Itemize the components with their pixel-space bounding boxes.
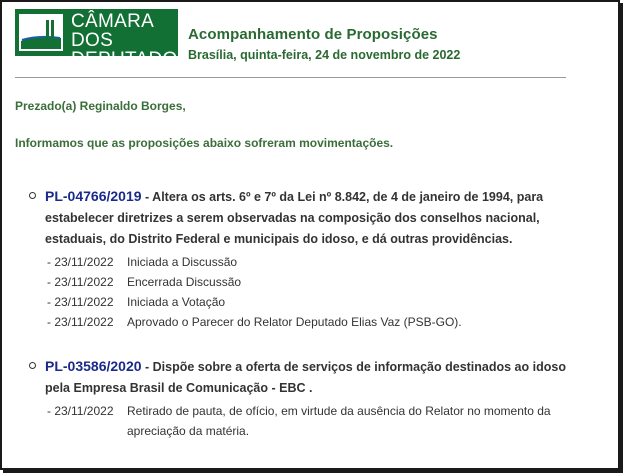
proposition-heading [45,186,589,250]
movement-item [47,401,589,441]
movement-item [47,312,589,332]
header-date: Brasília, quinta-feira, 24 de novembro de 2022 [188,48,461,62]
movement-description: Encerrada Discussão [127,275,242,289]
movement-list [47,401,589,441]
movement-item [47,272,589,292]
header-divider [15,77,566,78]
movement-description: Iniciada a Discussão [127,255,238,269]
logo-line-1: CÂMARA DOS [71,11,154,51]
movement-description: Retirado de pauta, de ofício, em virtude da ausência do Relator no momento da apreciação da matéria. [127,404,551,438]
movement-date: - 23/11/2022 [47,404,114,418]
proposition-link[interactable]: PL-04766/2019 [45,188,142,204]
movement-item [47,292,589,312]
movement-date: - 23/11/2022 [47,255,114,269]
greeting-text: Prezado(a) Reginaldo Borges, [15,99,186,113]
movement-item [47,252,589,272]
proposition-link[interactable]: PL-03586/2020 [45,358,142,374]
movement-description: Iniciada a Votação [127,295,226,309]
logo-text [71,12,191,69]
proposition-heading [45,356,589,399]
movement-description: Aprovado o Parecer do Relator Deputado Elias Vaz (PSB-GO). [127,315,462,329]
proposition-summary: - Dispõe sobre a oferta de serviços de informação destinados ao idoso pela Empresa Brasil de Comunicação - EBC . [45,360,566,395]
movement-date: - 23/11/2022 [47,315,114,329]
congress-building-icon [19,14,63,51]
bullet-icon [29,362,36,369]
proposition-item [29,186,589,332]
proposition-item [29,356,589,441]
proposition-summary: - Altera os arts. 6º e 7º da Lei nº 8.842, de 4 de janeiro de 1994, para estabelecer diretrizes a serem observadas na composição dos conselhos nacional, estaduais, do Distrito Federal e municipais do idoso, e dá outras providências. [45,190,544,246]
intro-text: Informamos que as proposições abaixo sofreram movimentações. [15,136,394,150]
movement-date: - 23/11/2022 [47,275,114,289]
header-title: Acompanhamento de Proposições [188,26,438,43]
movement-date: - 23/11/2022 [47,295,114,309]
movement-list [47,252,589,332]
bullet-icon [29,192,36,199]
camara-logo[interactable] [15,9,191,70]
logo-line-2: DEPUTADOS [71,49,191,70]
